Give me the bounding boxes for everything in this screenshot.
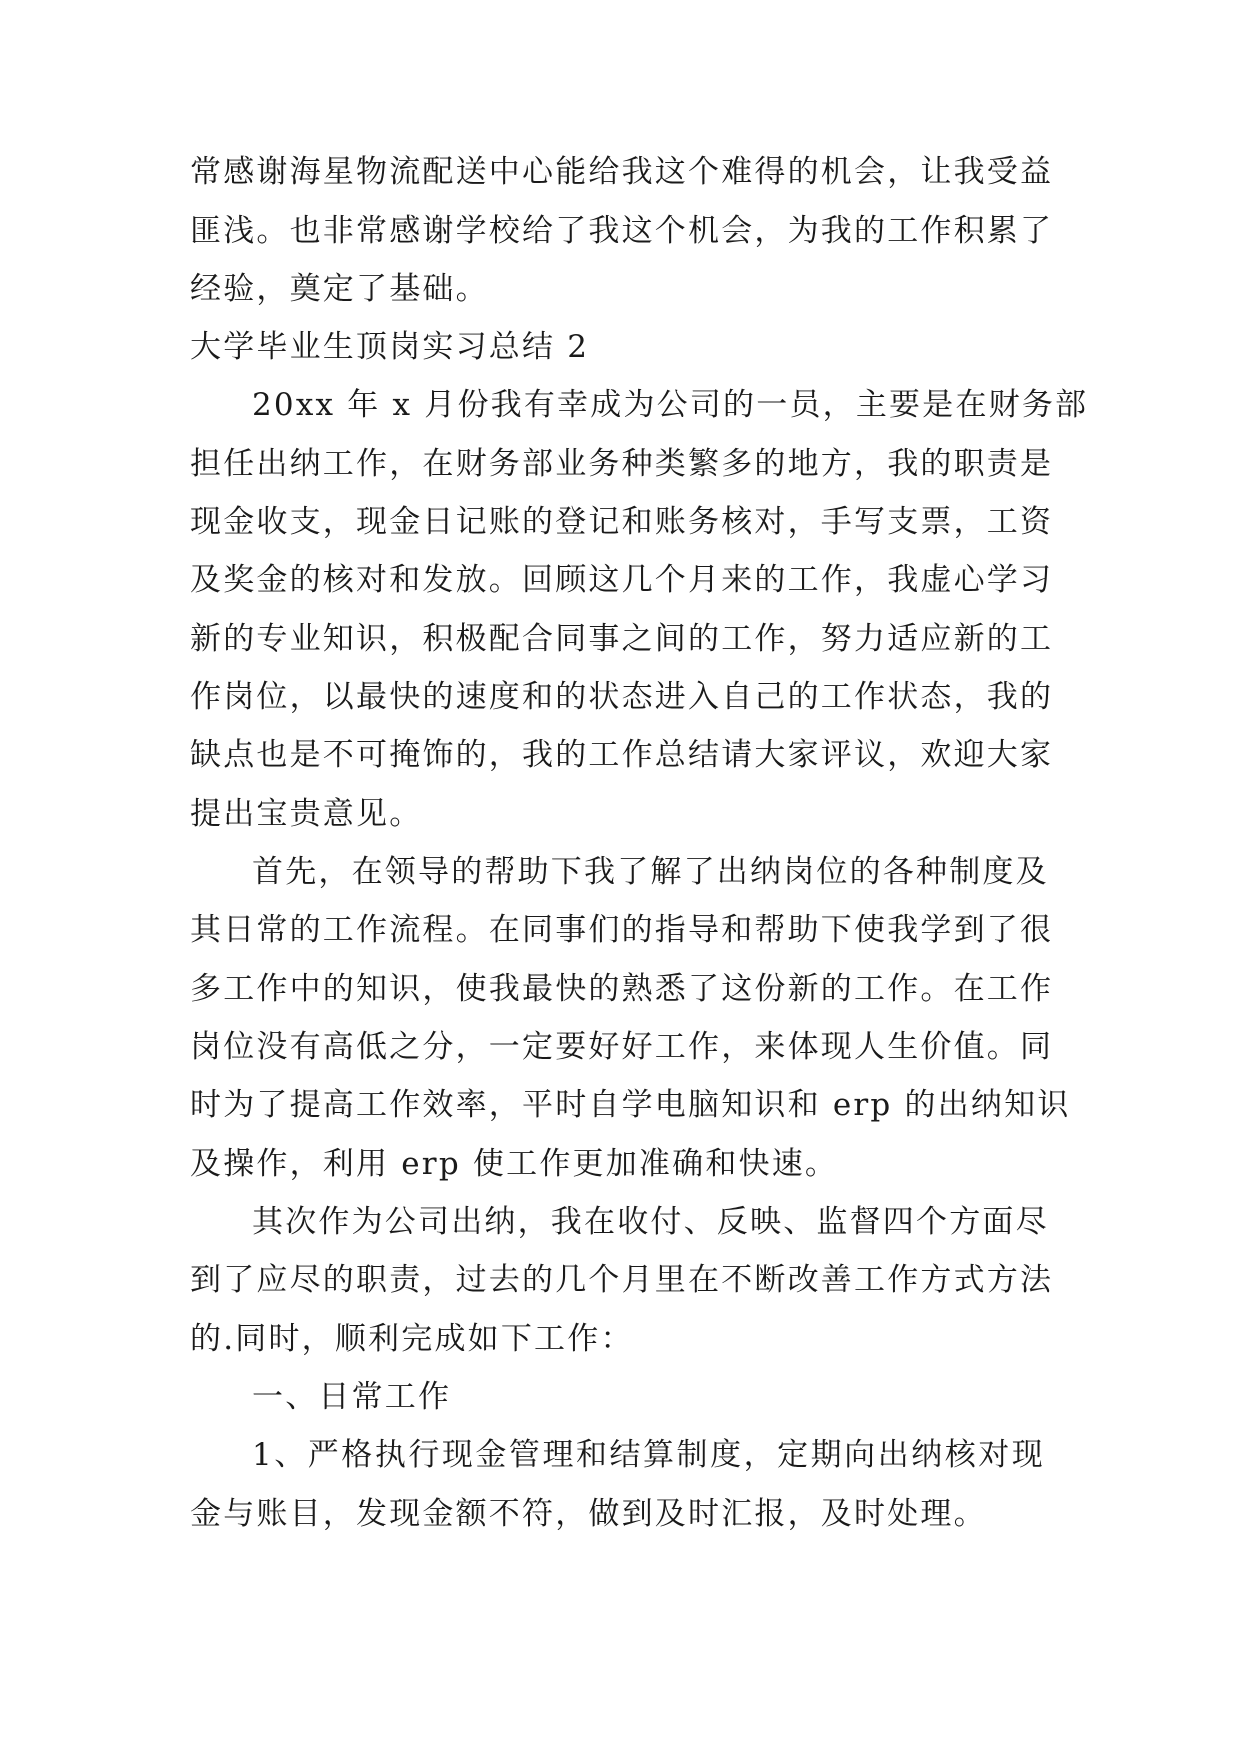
paragraph-line: 的.同时，顺利完成如下工作： <box>190 1321 634 1357</box>
paragraph-line: 常感谢海星物流配送中心能给我这个难得的机会，让我受益 <box>190 154 1054 190</box>
paragraph-line: 多工作中的知识，使我最快的熟悉了这份新的工作。在工作 <box>190 971 1054 1007</box>
paragraph-line: 缺点也是不可掩饰的，我的工作总结请大家评议，欢迎大家 <box>190 737 1054 773</box>
paragraph-line: 担任出纳工作，在财务部业务种类繁多的地方，我的职责是 <box>190 446 1054 482</box>
paragraph-line: 到了应尽的职责，过去的几个月里在不断改善工作方式方法 <box>190 1262 1054 1298</box>
paragraph-line: 现金收支，现金日记账的登记和账务核对，手写支票，工资 <box>190 504 1054 540</box>
paragraph-line: 岗位没有高低之分，一定要好好工作，来体现人生价值。同 <box>190 1029 1054 1065</box>
paragraph-line: 提出宝贵意见。 <box>190 796 423 832</box>
paragraph-line: 经验，奠定了基础。 <box>190 271 489 307</box>
paragraph-first-line: 其次作为公司出纳，我在收付、反映、监督四个方面尽 <box>252 1204 1049 1240</box>
list-item-first-line: 1、严格执行现金管理和结算制度，定期向出纳核对现 <box>252 1437 1045 1473</box>
paragraph-line: 其日常的工作流程。在同事们的指导和帮助下使我学到了很 <box>190 912 1054 948</box>
paragraph-line: 及奖金的核对和发放。回顾这几个月来的工作，我虚心学习 <box>190 562 1054 598</box>
paragraph-first-line: 首先，在领导的帮助下我了解了出纳岗位的各种制度及 <box>252 854 1049 890</box>
list-item-line: 金与账目，发现金额不符，做到及时汇报，及时处理。 <box>190 1496 987 1532</box>
paragraph-line: 新的专业知识，积极配合同事之间的工作，努力适应新的工 <box>190 621 1054 657</box>
paragraph-line: 时为了提高工作效率，平时自学电脑知识和 erp 的出纳知识 <box>190 1087 1071 1123</box>
paragraph-line: 匪浅。也非常感谢学校给了我这个机会，为我的工作积累了 <box>190 213 1054 249</box>
paragraph-line: 及操作，利用 erp 使工作更加准确和快速。 <box>190 1146 839 1182</box>
list-heading: 一、日常工作 <box>252 1379 452 1415</box>
section-heading: 大学毕业生顶岗实习总结 2 <box>190 329 590 365</box>
paragraph-first-line: 20xx 年 x 月份我有幸成为公司的一员，主要是在财务部 <box>252 387 1089 423</box>
paragraph-line: 作岗位，以最快的速度和的状态进入自己的工作状态，我的 <box>190 679 1054 715</box>
